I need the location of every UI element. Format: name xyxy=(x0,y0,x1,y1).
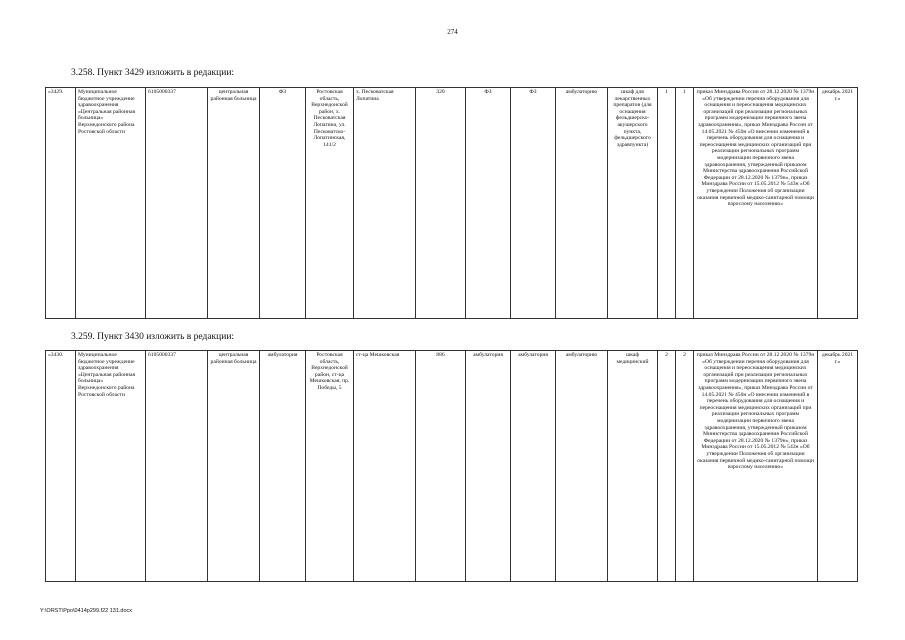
table-row xyxy=(46,351,858,582)
section-heading-3258: 3.258. Пункт 3429 изложить в редакции: xyxy=(71,68,235,78)
cell-org-type: центральная районная больница xyxy=(208,351,260,582)
cell-quantity-1: 2 xyxy=(658,351,676,582)
cell-quantity-2: 1 xyxy=(676,88,694,319)
cell-building: 886 xyxy=(416,351,466,582)
cell-number: «3429. xyxy=(46,88,76,319)
cell-locality: х. Песковатская Лопатина xyxy=(354,88,416,319)
cell-code: 6105000337 xyxy=(146,351,208,582)
amendment-table-3430 xyxy=(45,350,858,582)
cell-legal-basis: приказ Минздрава России от 28.12.2020 № 1379н «Об утверждении перечня оборудования для оснащения и переоснащения медицинских организаций при реализации региональных программ модернизации первичного звена здравоохранения», приказ Минздрава России от 14.05.2021 № 450н «О внесении изменений в перечень оборудования для оснащения и переоснащения медицинских организаций при реализации региональных программ модернизации первичного звена здравоохранения, утвержденный приказом Министерства здравоохранения Российской Федерации от 28.12.2020 № 1379н», приказ Минздрава России от 15.05.2012 № 543н «Об утверждении Положения об организации оказания первичной медико-санитарной помощи взрослому населению» xyxy=(694,88,818,319)
cell-room: ФЗ xyxy=(511,88,556,319)
cell-address: Ростовская область, Верхнедонской район, ст-ца Мешковская, пр. Победы, 5 xyxy=(306,351,354,582)
cell-organization: Муниципальное бюджетное учреждение здравоохранения «Центральная районная больница» Верхнедонского района Ростовской области xyxy=(76,88,146,319)
cell-locality: ст-ца Мешковская xyxy=(354,351,416,582)
cell-organization: Муниципальное бюджетное учреждение здравоохранения «Центральная районная больница» Верхнедонского района Ростовской области xyxy=(76,351,146,582)
cell-subdivision: ФЗ xyxy=(260,88,306,319)
cell-unit: амбулатория xyxy=(466,351,511,582)
cell-room: амбулатория xyxy=(511,351,556,582)
cell-unit: ФЗ xyxy=(466,88,511,319)
cell-cabinet: амбулаторию xyxy=(556,351,608,582)
cell-equipment: шкаф медицинский xyxy=(608,351,658,582)
cell-org-type: центральная районная больница xyxy=(208,88,260,319)
cell-date: декабрь 2021 г.» xyxy=(818,88,858,319)
amendment-table-3429 xyxy=(45,87,858,319)
cell-number: «3430. xyxy=(46,351,76,582)
section-heading-3259: 3.259. Пункт 3430 изложить в редакции: xyxy=(71,332,235,342)
cell-code: 6105000337 xyxy=(146,88,208,319)
table-row xyxy=(46,88,858,319)
cell-quantity-2: 2 xyxy=(676,351,694,582)
cell-equipment: шкаф для лекарственных препаратов (для оснащения фельдшерско-акушерского пункта, фельдшерского здравпункта) xyxy=(608,88,658,319)
cell-address: Ростовская область, Верхнедонской район, х. Песковатская Лопатина, ул. Песковатско-Лопатинская, 141/2 xyxy=(306,88,354,319)
cell-subdivision: амбулатория xyxy=(260,351,306,582)
cell-quantity-1: 1 xyxy=(658,88,676,319)
cell-date: декабрь 2021 г.» xyxy=(818,351,858,582)
file-path-footer: Y:\ORST\Ppo\0414p299.f22 131.docx xyxy=(40,608,133,614)
page-number: 274 xyxy=(447,28,458,36)
cell-legal-basis: приказ Минздрава России от 28.12.2020 № 1379н «Об утверждении перечня оборудования для оснащения и переоснащения медицинских организаций при реализации региональных программ модернизации первичного звена здравоохранения», приказ Минздрава России от 14.05.2021 № 450н «О внесении изменений в перечень оборудования для оснащения и переоснащения медицинских организаций при реализации региональных программ модернизации первичного звена здравоохранения, утвержденный приказом Министерства здравоохранения Российской Федерации от 28.12.2020 № 1379н», приказ Минздрава России от 15.05.2012 № 543н «Об утверждении Положения об организации оказания первичной медико-санитарной помощи взрослому населению» xyxy=(694,351,818,582)
cell-building: 320 xyxy=(416,88,466,319)
cell-cabinet: амбулаторию xyxy=(556,88,608,319)
